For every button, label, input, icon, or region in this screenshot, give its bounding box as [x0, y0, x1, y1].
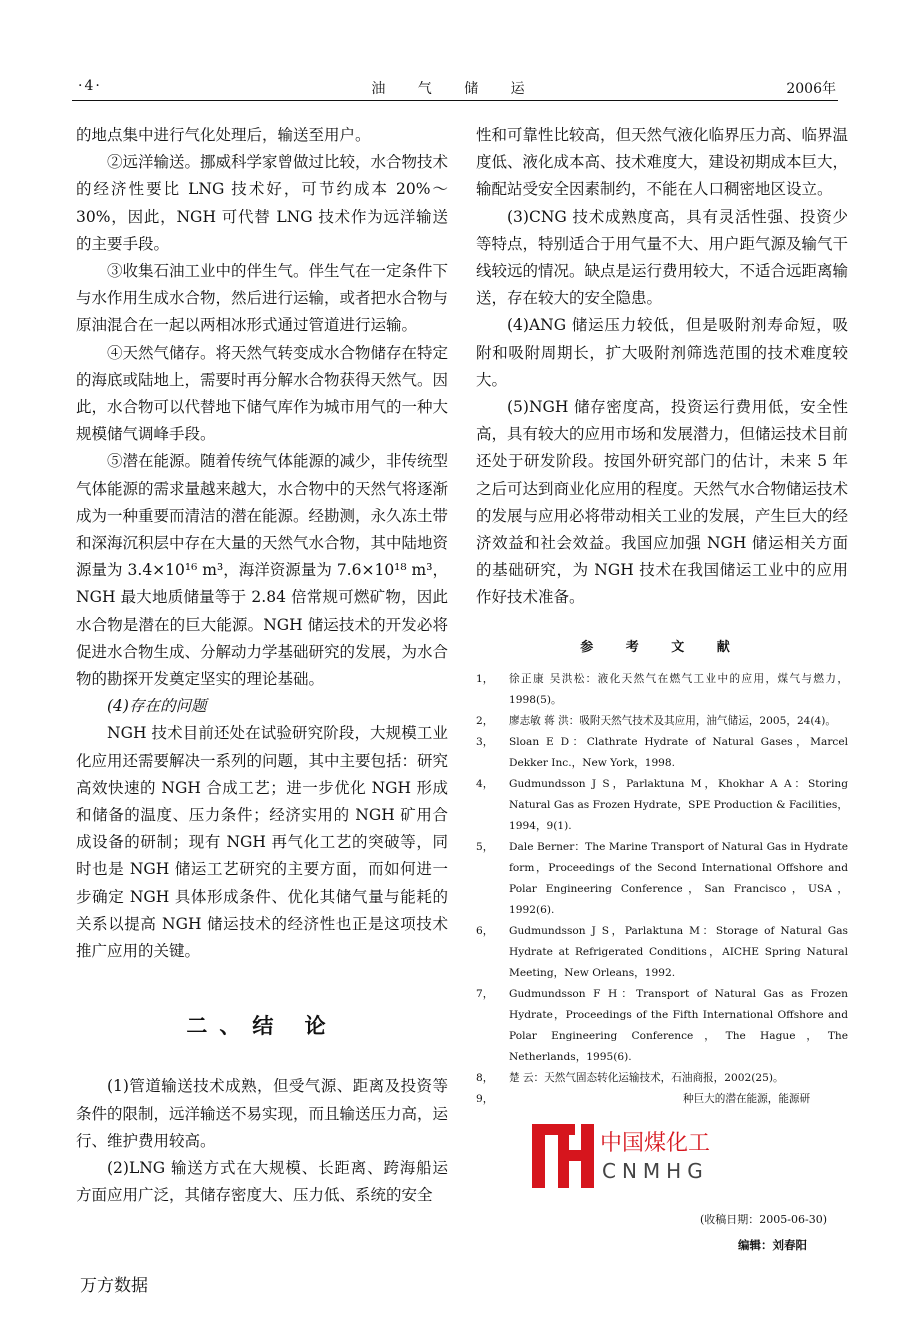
reference-item: 6， Gudmundsson J S，Parlaktuna M：Storage of Natural Gas Hydrate at Refrigerated Conditions，AICHE Spring Natural Meeting，New Orleans，1992.	[476, 924, 848, 979]
paragraph: ④天然气储存。将天然气转变成水合物储存在特定的海底或陆地上，需要时再分解水合物获得天然气。因此，水合物可以代替地下储气库作为城市用气的一种大规模储气调峰手段。	[76, 343, 449, 444]
page-number: ·4·	[78, 78, 102, 94]
received-date: (收稿日期：2005-06-30)	[700, 1213, 828, 1226]
issue-year: 2006年	[786, 81, 836, 97]
reference-item: 4， Gudmundsson J S，Parlaktuna M，Khokhar A A：Storing Natural Gas as Frozen Hydrate，SPE Production & Facilities，1994，9(1).	[476, 777, 848, 832]
reference-item: 9， 种巨大的潜在能源，能源研	[476, 1092, 811, 1105]
paragraph: (2)LNG 输送方式在大规模、长距离、跨海船运方面应用广泛，其储存密度大、压力低、系统的安全	[76, 1158, 448, 1205]
journal-title: 油 气 储 运	[371, 81, 539, 97]
reference-item: 2， 廖志敏 蒋 洪：吸附天然气技术及其应用，油气储运，2005，24(4)。	[476, 714, 837, 727]
editor-credit: 编辑：刘春阳	[738, 1238, 807, 1252]
paragraph: (1)管道输送技术成熟，但受气源、距离及投资等条件的限制，远洋输送不易实现，而且输送压力高，运行、维护费用较高。	[76, 1077, 449, 1150]
paragraph: ②远洋输送。挪威科学家曾做过比较，水合物技术的经济性要比 LNG 技术好，可节约成本 20%～30%，因此，NGH 可代替 LNG 技术作为远洋输送的主要手段。	[76, 153, 449, 253]
right-column	[476, 122, 848, 1110]
references-heading: 参 考 文 献	[580, 639, 744, 655]
reference-item: 8， 楚 云：天然气固态转化运输技术，石油商报，2002(25)。	[476, 1071, 784, 1084]
reference-item: 5， Dale Berner：The Marine Transport of Natural Gas in Hydrate form，Proceedings of the Second International Offshore and Polar Engineering Conference，San Francisco，USA，1992(6).	[476, 840, 848, 916]
wanfang-watermark: 万方数据	[80, 1276, 148, 1296]
section-heading: 二、结 论	[186, 1014, 338, 1039]
paragraph: 性和可靠性比较高，但天然气液化临界压力高、临界温度低、液化成本高、技术难度大，建设初期成本巨大，输配站受安全因素制约，不能在人口稠密地区设立。	[476, 126, 849, 199]
references-list	[476, 669, 848, 1110]
reference-item: 7， Gudmundsson F H：Transport of Natural Gas as Frozen Hydrate，Proceedings of the Fifth International Offshore and Polar Engineering Conference，The Hague，The Netherlands，1995(6).	[476, 987, 848, 1063]
paragraph: (3)CNG 技术成熟度高，具有灵活性强、投资少等特点，特别适合于用气量不大、用户距气源及输气干线较远的情况。缺点是运行费用较大，不适合远距离输送，存在较大的安全隐患。	[476, 207, 849, 308]
cnmhg-logo-icon	[532, 1124, 594, 1188]
reference-item: 3， Sloan E D：Clathrate Hydrate of Natural Gases，Marcel Dekker Inc.，New York，1998.	[476, 735, 848, 769]
paragraph: ③收集石油工业中的伴生气。伴生气在一定条件下与水作用生成水合物，然后进行运输，或者把水合物与原油混合在一起以两相冰形式通过管道进行运输。	[76, 262, 449, 335]
reference-item: 1， 徐正康 吴洪松：液化天然气在燃气工业中的应用，煤气与燃力，1998(5)。	[476, 672, 848, 706]
logo-text-cn: 中国煤化工	[600, 1131, 711, 1156]
running-header	[72, 74, 838, 101]
paragraph: NGH 技术目前还处在试验研究阶段，大规模工业化应用还需要解决一系列的问题，其中主要包括：研究高效快速的 NGH 合成工艺；进一步优化 NGH 形成和储备的温度、压力条件；经济实用的 NGH 矿用合成设备的研制；现有 NGH 再气化工艺的突破等，同时也是 NGH 储运工艺研究的主要方面，而如何进一步确定 NGH 具体形成条件、优化其储气量与能耗的关系以提高 NGH 储运技术的经济性也正是这项技术推广应用的关键。	[76, 724, 449, 961]
watermark-logo	[532, 1124, 732, 1188]
left-column	[76, 122, 448, 1209]
paragraph: 的地点集中进行气化处理后，输送至用户。	[76, 126, 371, 144]
paragraph: ⑤潜在能源。随着传统气体能源的减少，非传统型气体能源的需求量越来越大，水合物中的天然气将逐渐成为一种重要而清洁的潜在能源。经勘测，永久冻土带和深海沉积层中存在大量的天然气水合物，其中陆地资源量为 3.4×10¹⁶ m³，海洋资源量为 7.6×10¹⁸ m³，NGH 最大地质储量等于 2.84 倍常规可燃矿物，因此水合物是潜在的巨大能源。NGH 储运技术的开发必将促进水合物生成、分解动力学基础研究的发展，为水合物的勘探开发奠定坚实的理论基础。	[76, 452, 449, 689]
paragraph: (5)NGH 储存密度高，投资运行费用低，安全性高，具有较大的应用市场和发展潜力，但储运技术目前还处于研发阶段。按国外研究部门的估计，未来 5 年之后可达到商业化应用的程度。天然气水合物储运技术的发展与应用必将带动相关工业的发展，产生巨大的经济效益和社会效益。我国应加强 NGH 储运相关方面的基础研究，为 NGH 技术在我国储运工业中的应用作好技术准备。	[476, 398, 849, 607]
subheading: (4)存在的问题	[107, 697, 207, 716]
logo-text-en: CNMHG	[602, 1159, 709, 1183]
paragraph: (4)ANG 储运压力较低，但是吸附剂寿命短，吸附和吸附周期长，扩大吸附剂筛选范围的技术难度较大。	[476, 316, 848, 389]
